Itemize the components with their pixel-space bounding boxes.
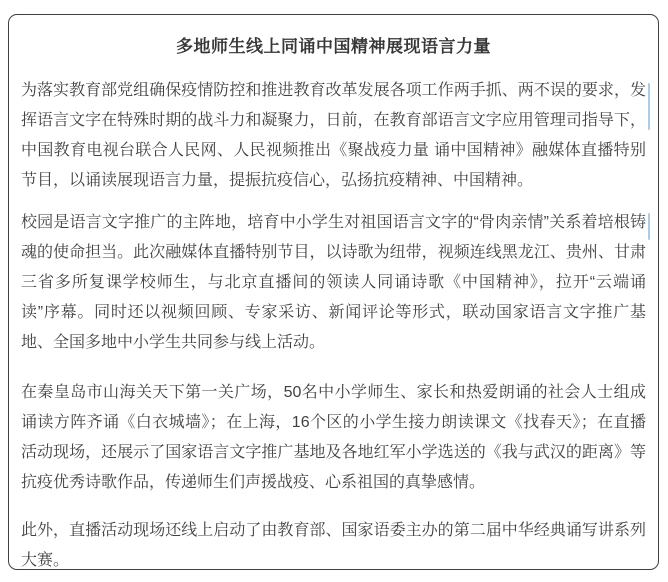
- article-paragraph-4: 此外，直播活动现场还线上启动了由教育部、国家语委主办的第二届中华经典诵写讲系列大赛。: [21, 522, 646, 569]
- text-cursor-mark: [648, 213, 650, 240]
- text-cursor-mark: [648, 83, 650, 130]
- article-paragraph-3: 在秦皇岛市山海关天下第一关广场，50名中小学师生、家长和热爱朗诵的社会人士组成诵读方阵齐诵《白衣城墙》；在上海，16个区的小学生接力朗读课文《找春天》；在直播活动现场，还展示了国家语言文字推广基地及各地红军小学选送的《我与武汉的距离》等抗疫优秀诗歌作品，传递师生们声援战疫、心系祖国的真挚感情。: [21, 384, 646, 491]
- article-paragraph-1: 为落实教育部党组确保疫情防控和推进教育改革发展各项工作两手抓、两不误的要求，发挥语言文字在特殊时期的战斗力和凝聚力，日前，在教育部语言文字应用管理司指导下，中国教育电视台联合人民网、人民视频推出《聚战疫力量 诵中国精神》融媒体直播特别节目，以诵读展现语言力量，提振抗疫信心，弘扬抗疫精神、中国精神。: [21, 82, 646, 189]
- article-paragraph-2: 校园是语言文字推广的主阵地，培育中小学生对祖国语言文字的“骨肉亲情”关系着培根铸魂的使命担当。此次融媒体直播特别节目，以诗歌为纽带，视频连线黑龙江、贵州、甘肃三省多所复课学校师生，与北京直播间的领读人同诵诗歌《中国精神》，拉开“云端诵读”序幕。同时还以视频回顾、专家采访、新闻评论等形式，联动国家语言文字推广基地、全国多地中小学生共同参与线上活动。: [21, 214, 646, 351]
- article-title: 多地师生线上同诵中国精神展现语言力量: [176, 37, 491, 56]
- article-card: [8, 14, 659, 570]
